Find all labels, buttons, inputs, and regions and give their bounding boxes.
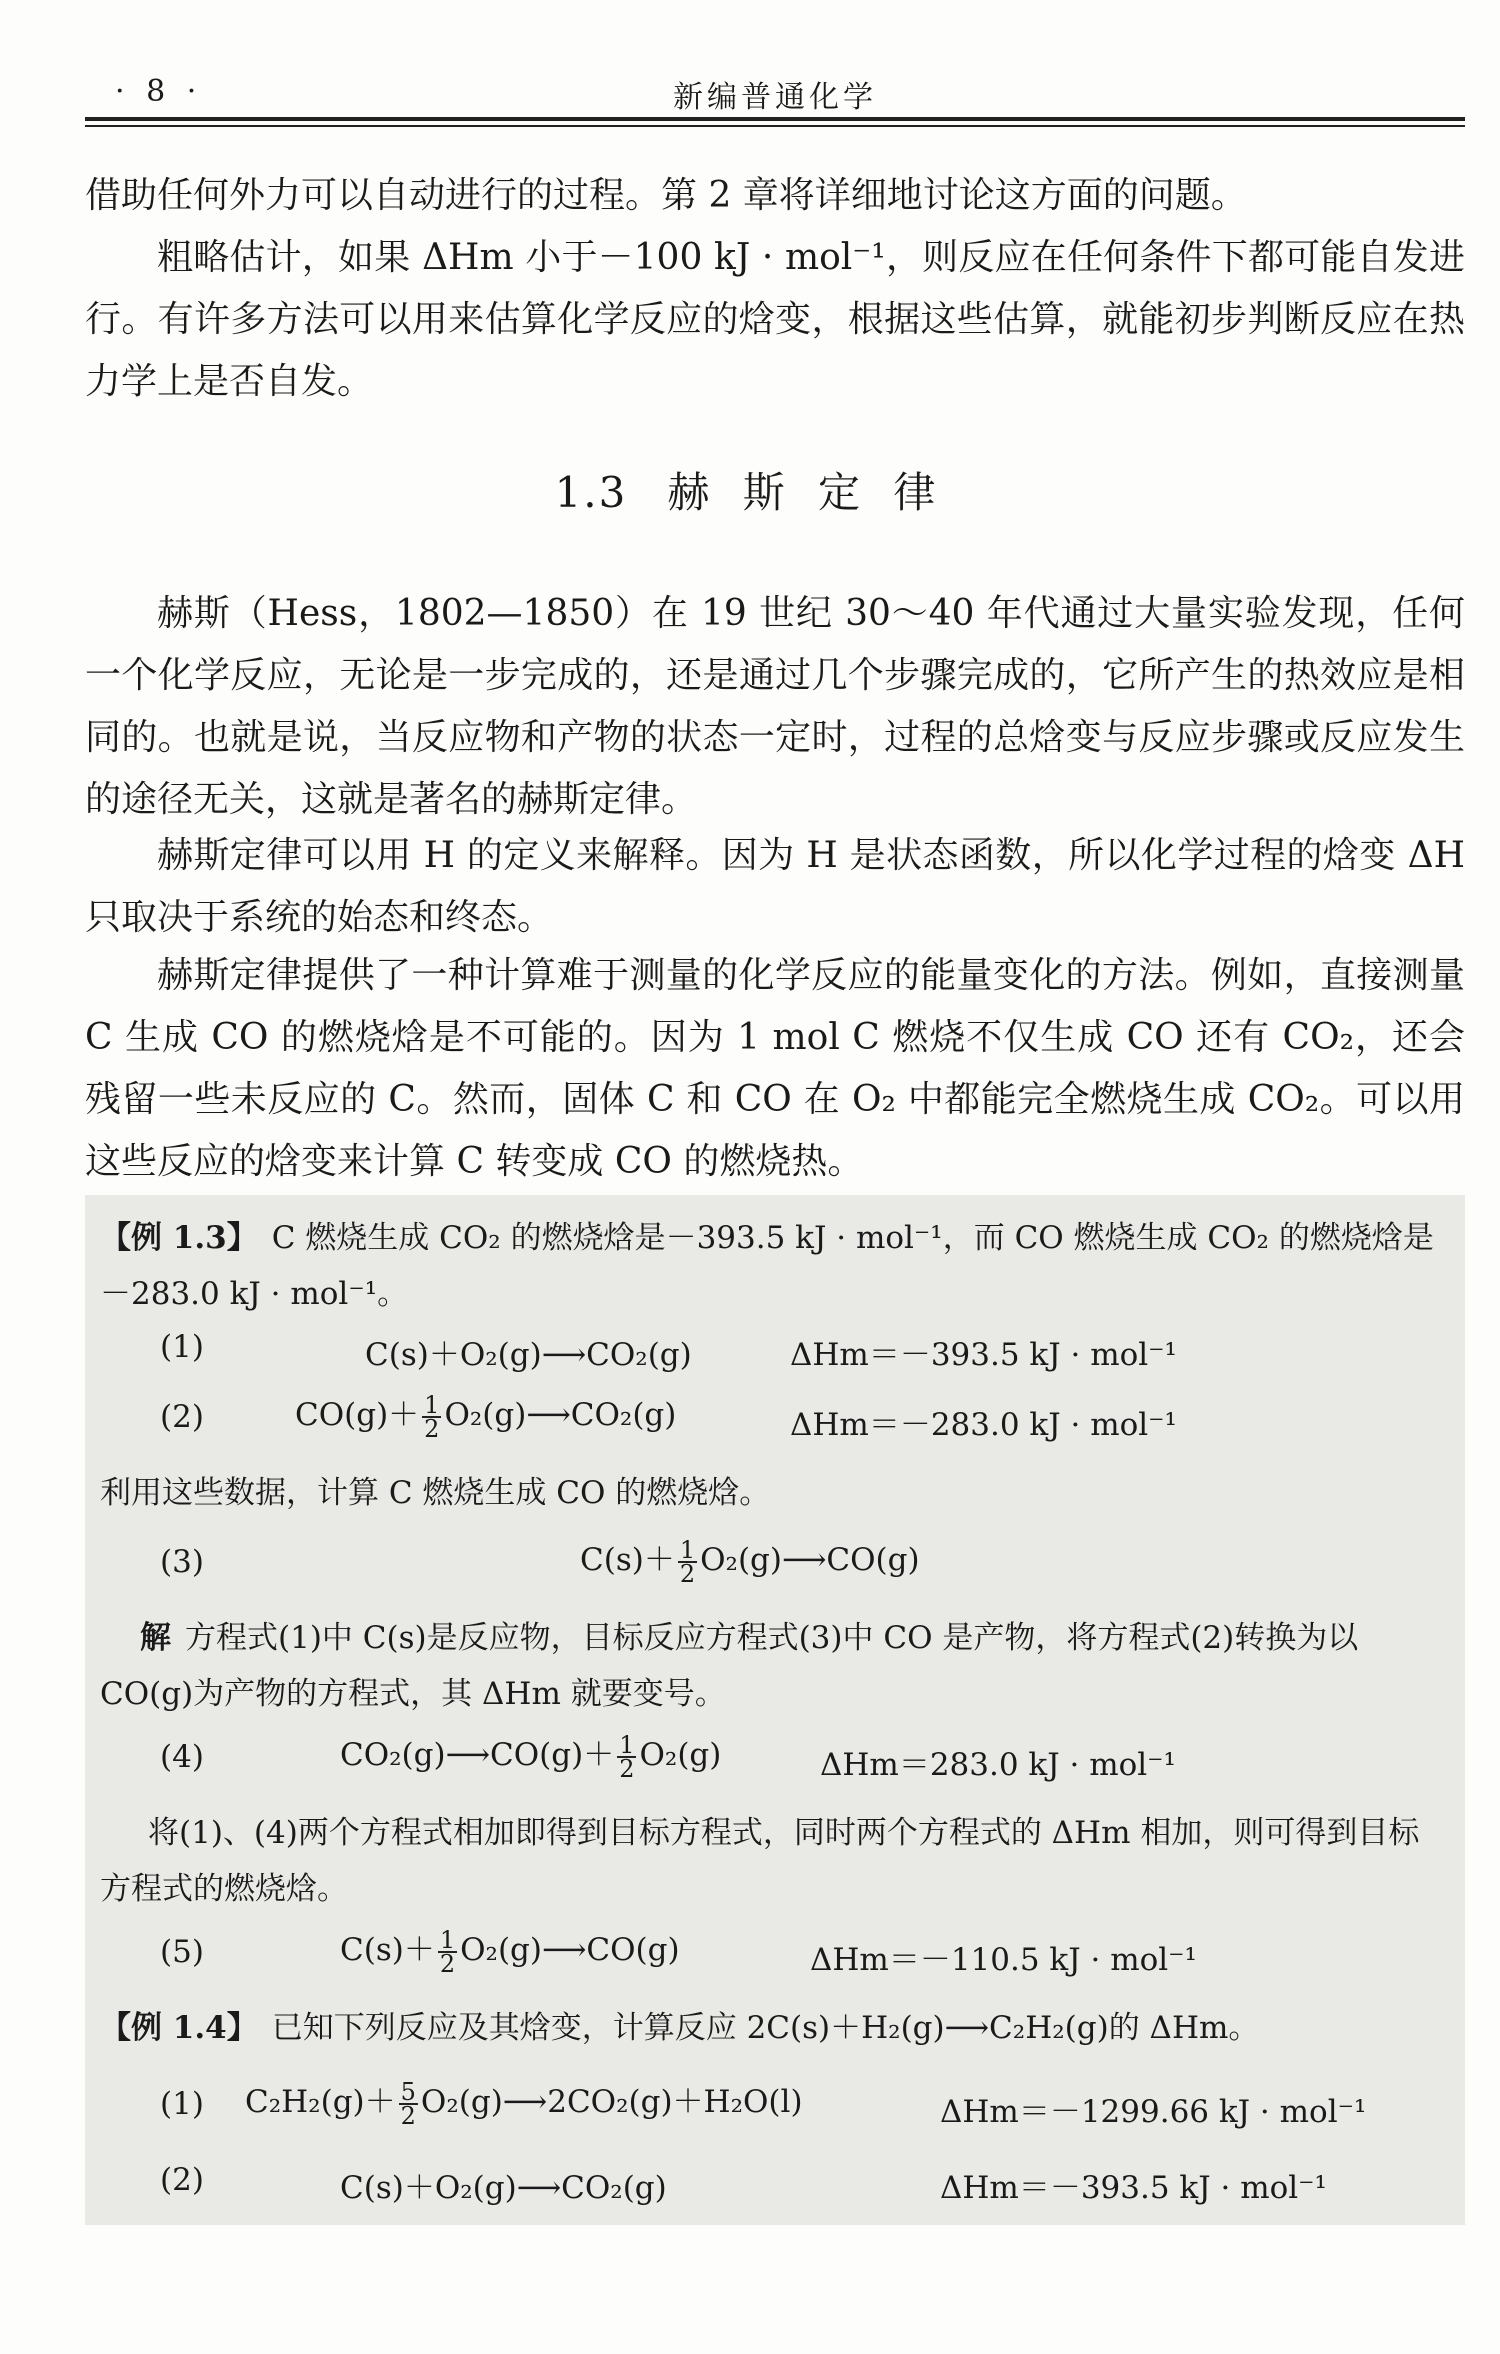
- fraction-numerator: 1: [424, 1390, 440, 1419]
- fraction: [617, 1730, 636, 1783]
- section-number: 1.3: [554, 468, 628, 517]
- equation-formula: [295, 1389, 677, 1443]
- fraction-numerator: 5: [400, 2077, 416, 2106]
- formula-part: CO₂(g)⟶CO(g)＋: [340, 1737, 615, 1773]
- fraction-denominator: 2: [400, 2101, 416, 2130]
- formula-part: CO(g)＋: [295, 1397, 420, 1433]
- example-text: 已知下列反应及其焓变，计算反应 2C(s)＋H₂(g)⟶C₂H₂(g)的 ΔHm。: [271, 2010, 1260, 2046]
- formula-part: C(s)＋: [340, 1932, 435, 1968]
- solution-body: 方程式(1)中 C(s)是反应物，目标反应方程式(3)中 CO 是产物，将方程式(2)转换为以 CO(g)为产物的方程式，其 ΔHm 就要变号。: [100, 1620, 1359, 1712]
- equation-row: [160, 1315, 1460, 1385]
- fraction-denominator: 2: [619, 1754, 635, 1783]
- equation-formula: C(s)＋O₂(g)⟶CO₂(g): [365, 1337, 692, 1373]
- header-rule-thin: [85, 125, 1465, 127]
- fraction: [678, 1535, 697, 1588]
- fraction: [422, 1390, 441, 1443]
- equation-enthalpy: ΔHm＝－393.5 kJ · mol⁻¹: [790, 1337, 1177, 1373]
- fraction-denominator: 2: [439, 1949, 456, 1978]
- equation-enthalpy: ΔHm＝－1299.66 kJ · mol⁻¹: [940, 2094, 1367, 2130]
- equation-enthalpy: ΔHm＝－110.5 kJ · mol⁻¹: [810, 1942, 1197, 1978]
- fraction-denominator: 2: [679, 1559, 696, 1588]
- example-1-4-intro: [100, 2000, 1450, 2056]
- equation-enthalpy: ΔHm＝－283.0 kJ · mol⁻¹: [790, 1407, 1177, 1443]
- equation-row: [160, 1725, 1460, 1795]
- formula-part: O₂(g)⟶CO(g): [460, 1932, 680, 1968]
- equation-row: [160, 2148, 1460, 2218]
- solution-text: [100, 1610, 1450, 1722]
- equation-row: [160, 1920, 1460, 1990]
- header-rule: [85, 117, 1465, 121]
- equation-row: [160, 1530, 1460, 1600]
- equation-enthalpy: ΔHm＝283.0 kJ · mol⁻¹: [820, 1747, 1176, 1783]
- fraction-numerator: 1: [679, 1535, 696, 1564]
- formula-part: C(s)＋: [580, 1542, 675, 1578]
- equation-row: [160, 2072, 1460, 2142]
- example-text: 将(1)、(4)两个方程式相加即得到目标方程式，同时两个方程式的 ΔHm 相加，则可得到目标方程式的燃烧焓。: [100, 1815, 1420, 1907]
- example-label: 【例 1.3】: [100, 1220, 258, 1256]
- book-title: 新编普通化学: [673, 80, 877, 115]
- formula-part: O₂(g)⟶CO(g): [700, 1542, 920, 1578]
- section-title: 赫 斯 定 律: [667, 468, 946, 517]
- fraction: [438, 1925, 457, 1978]
- equation-number: (4): [160, 1739, 204, 1775]
- equation-row: [160, 1385, 1460, 1455]
- paragraph: 赫斯（Hess，1802—1850）在 19 世纪 30～40 年代通过大量实验发现，任何一个化学反应，无论是一步完成的，还是通过几个步骤完成的，它所产生的热效应是相同的。也就是说，当反应物和产物的状态一定时，过程的总焓变与反应步骤或反应发生的途径无关，这就是著名的赫斯定律。: [85, 593, 1465, 820]
- equation-number: (5): [160, 1934, 204, 1970]
- equation-number: (3): [160, 1544, 204, 1580]
- equation-formula: [340, 1729, 722, 1783]
- formula-part: O₂(g)⟶2CO₂(g)＋H₂O(l): [420, 2084, 803, 2120]
- section-heading: [0, 460, 1500, 520]
- equation-formula: [245, 2076, 803, 2130]
- page-number: · 8 ·: [115, 74, 203, 109]
- formula-part: C₂H₂(g)＋: [245, 2084, 396, 2120]
- equation-number: (2): [160, 2162, 204, 2198]
- equation-enthalpy: ΔHm＝－393.5 kJ · mol⁻¹: [940, 2170, 1327, 2206]
- fraction: [399, 2077, 418, 2130]
- example-text: C 燃烧生成 CO₂ 的燃烧焓是－393.5 kJ · mol⁻¹，而 CO 燃烧生成 CO₂ 的燃烧焓是－283.0 kJ · mol⁻¹。: [100, 1220, 1434, 1312]
- page-header: [85, 62, 1465, 122]
- equation-number: (1): [160, 1329, 204, 1365]
- paragraph: 借助任何外力可以自动进行的过程。第 2 章将详细地讨论这方面的问题。: [85, 175, 1247, 216]
- fraction-numerator: 1: [439, 1925, 456, 1954]
- equation-formula: C(s)＋O₂(g)⟶CO₂(g): [340, 2170, 667, 2206]
- equation-formula: [340, 1924, 680, 1978]
- paragraph: 赫斯定律可以用 H 的定义来解释。因为 H 是状态函数，所以化学过程的焓变 ΔH 只取决于系统的始态和终态。: [85, 835, 1465, 938]
- equation-number: (1): [160, 2086, 204, 2122]
- solution-label: 解: [140, 1620, 171, 1656]
- example-text: 利用这些数据，计算 C 燃烧生成 CO 的燃烧焓。: [100, 1475, 771, 1511]
- paragraph: 粗略估计，如果 ΔHm 小于－100 kJ · mol⁻¹，则反应在任何条件下都可能自发进行。有许多方法可以用来估算化学反应的焓变，根据这些估算，就能初步判断反应在热力学上是否自发。: [85, 237, 1465, 402]
- example-label: 【例 1.4】: [100, 2010, 258, 2046]
- equation-number: (2): [160, 1399, 204, 1435]
- fraction-denominator: 2: [424, 1414, 440, 1443]
- paragraph: 赫斯定律提供了一种计算难于测量的化学反应的能量变化的方法。例如，直接测量 C 生成 CO 的燃烧焓是不可能的。因为 1 mol C 燃烧不仅生成 CO 还有 CO₂，还会残留一些未反应的 C。然而，固体 C 和 CO 在 O₂ 中都能完全燃烧生成 CO₂。可以用这些反应的焓变来计算 C 转变成 CO 的燃烧热。: [85, 955, 1465, 1182]
- formula-part: O₂(g)⟶CO₂(g): [444, 1397, 677, 1433]
- equation-formula: [580, 1534, 920, 1588]
- example-1-3-intro: [100, 1210, 1450, 1322]
- fraction-numerator: 1: [619, 1730, 635, 1759]
- formula-part: O₂(g): [639, 1737, 722, 1773]
